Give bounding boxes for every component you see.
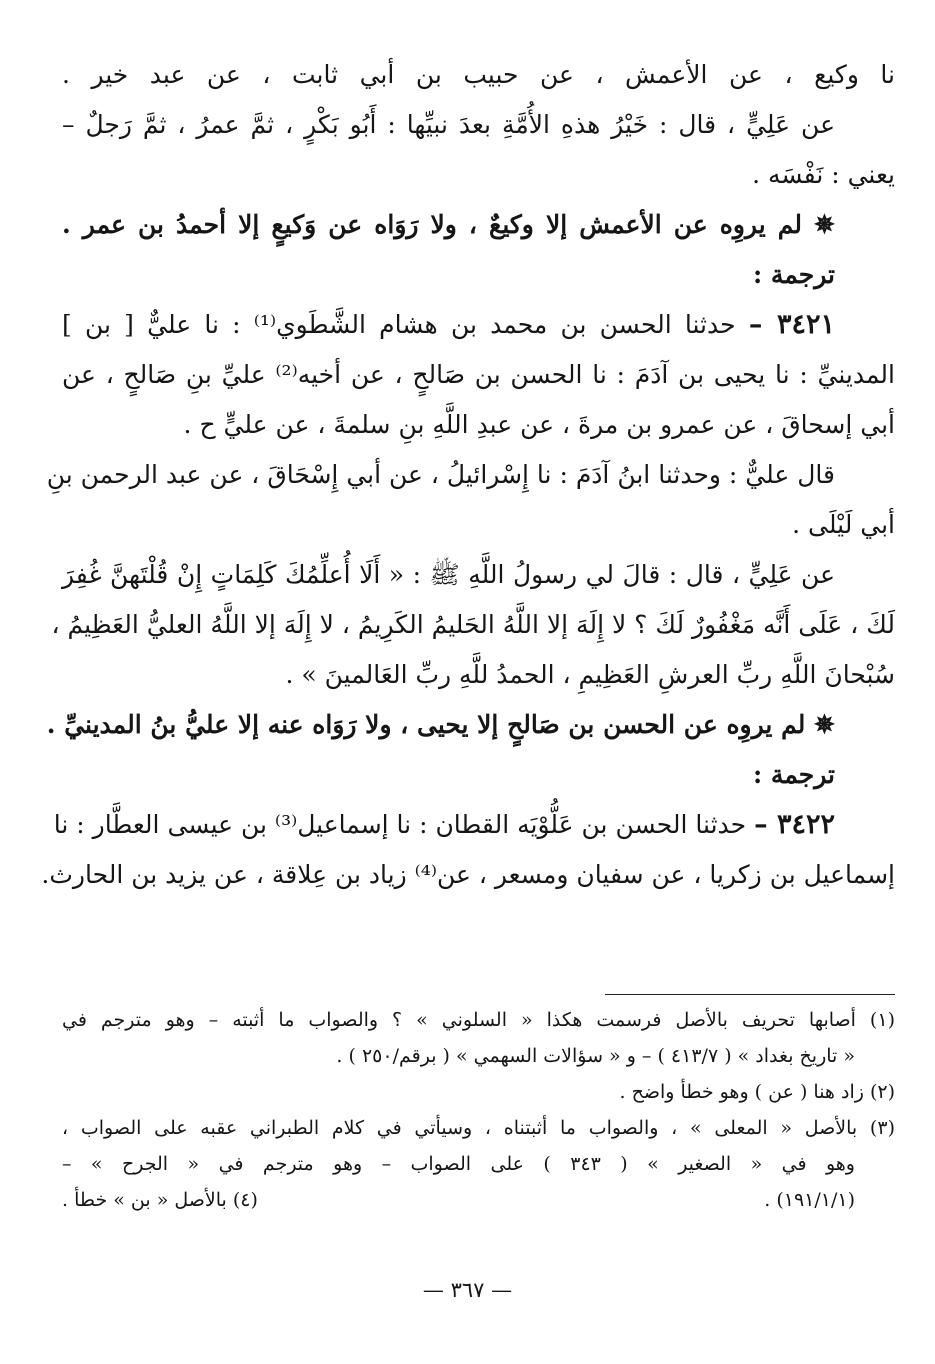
- text-line: يعني : نَفْسَه .: [752, 160, 895, 189]
- text-line: أبي إسحاقَ ، عن عمرو بن مرةَ ، عن عبدِ اللَّهِ بنِ سلمةَ ، عن عليٍّ ح .: [183, 410, 895, 439]
- text-line: قال عليٌّ : وحدثنا ابنُ آدَمَ : نا إِسْرائيلُ ، عن أبي إِسْحَاقَ ، عن عبد الرحمن بنِ: [46, 460, 835, 489]
- text-line: عن عَلِيٍّ ، قال : خَيْرُ هذهِ الأُمَّةِ بعدَ نبيِّها : أَبُو بَكْرٍ ، ثمَّ عمرُ ، ثمَّ رَجلٌ –: [62, 110, 835, 139]
- footnote-1: (١) أصابها تحريف بالأصل فرسمت هكذا « السلوني » ؟ والصواب ما أثبته – وهو مترجم في: [62, 1009, 895, 1031]
- hadith-3422-opening: [53, 800, 895, 850]
- text-line: المدينيِّ : نا يحيى بن آدَمَ : نا الحسن بن صَالحٍ ، عن أخيه⁽²⁾ عليِّ بنِ صَالحٍ ، عن: [62, 360, 895, 389]
- section-heading: ترجمة :: [753, 760, 835, 789]
- text-line: حدثنا الحسن بن محمد بن هشام الشَّطَوي⁽¹⁾ : نا عليٌّ [ بن ]: [62, 310, 736, 339]
- footnotes: [62, 1002, 895, 1218]
- footnote-3-continued: وهو في « الصغير » ( ٣٤٣ ) على الصواب – وهو مترجم في « الجرح » –: [62, 1153, 855, 1175]
- footnote-4: (٤) بالأصل « بن » خطأ .: [62, 1189, 258, 1211]
- text-line: عن عَلِيٍّ ، قال : قالَ لي رسولُ اللَّهِ ﷺ : « أَلَا أُعلِّمُكَ كَلِمَاتٍ إِنْ قُلْتَهنَّ غُفِرَ: [62, 560, 835, 589]
- editor-note: ✵ لم يروِه عن الحسن بن صَالحٍ إلا يحيى ، ولا رَوَاه عنه إلا عليُّ بنُ المدينيِّ .: [46, 710, 835, 739]
- hadith-3421-opening: [62, 300, 895, 350]
- text-line: نا وكيع ، عن الأعمش ، عن حبيب بن أبي ثابت ، عن عبد خير .: [62, 60, 895, 89]
- footnote-3: (٣) بالأصل « المعلى » ، والصواب ما أثبتناه ، وسيأتي في كلام الطبراني عقبه على الصواب ،: [62, 1117, 895, 1139]
- footnote-3-end-and-4: [62, 1182, 895, 1218]
- section-heading: ترجمة :: [753, 260, 835, 289]
- footnote-2: (٢) زاد هنا ( عن ) وهو خطأ واضح .: [619, 1081, 895, 1103]
- text-line: سُبْحانَ اللَّهِ ربِّ العرشِ العَظِيمِ ، الحمدُ للَّهِ ربِّ العَالمينَ » .: [285, 660, 895, 689]
- footnote-divider: [605, 994, 895, 995]
- hadith-number: ٣٤٢١ –: [748, 309, 835, 340]
- hadith-number: ٣٤٢٢ –: [754, 809, 835, 840]
- page-number: — ٣٦٧ —: [422, 1278, 513, 1302]
- footnote-1-continued: « تاريخ بغداد » ( ٤١٣/٧ ) – و « سؤالات السهمي » ( برقم/٢٥٠ ) .: [336, 1045, 855, 1067]
- text-line: إسماعيل بن زكريا ، عن سفيان ومسعر ، عن⁽⁴⁾ زياد بن عِلاقة ، عن يزيد بن الحارث.: [41, 860, 895, 889]
- footnote-3-end: (١٩١/١/١) .: [764, 1189, 855, 1211]
- page-body: [41, 50, 895, 900]
- text-line: حدثنا الحسن بن عَلُّوْيَه القطان : نا إسماعيل⁽³⁾ بن عيسى العطَّار : نا: [53, 810, 747, 839]
- text-line: لَكَ ، عَلَى أَنَّه مَغْفُورٌ لَكَ ؟ لا إِلَهَ إلا اللَّهُ الحَليمُ الكَرِيمُ ، لا إِلَهَ إلا اللَّهُ العليُّ العَظِيمُ ،: [51, 610, 895, 639]
- text-line: أبي لَيْلَى .: [792, 510, 895, 539]
- editor-note: ✵ لم يروِه عن الأعمش إلا وكيعٌ ، ولا رَوَاه عن وَكيعٍ إلا أحمدُ بن عمر .: [62, 210, 835, 239]
